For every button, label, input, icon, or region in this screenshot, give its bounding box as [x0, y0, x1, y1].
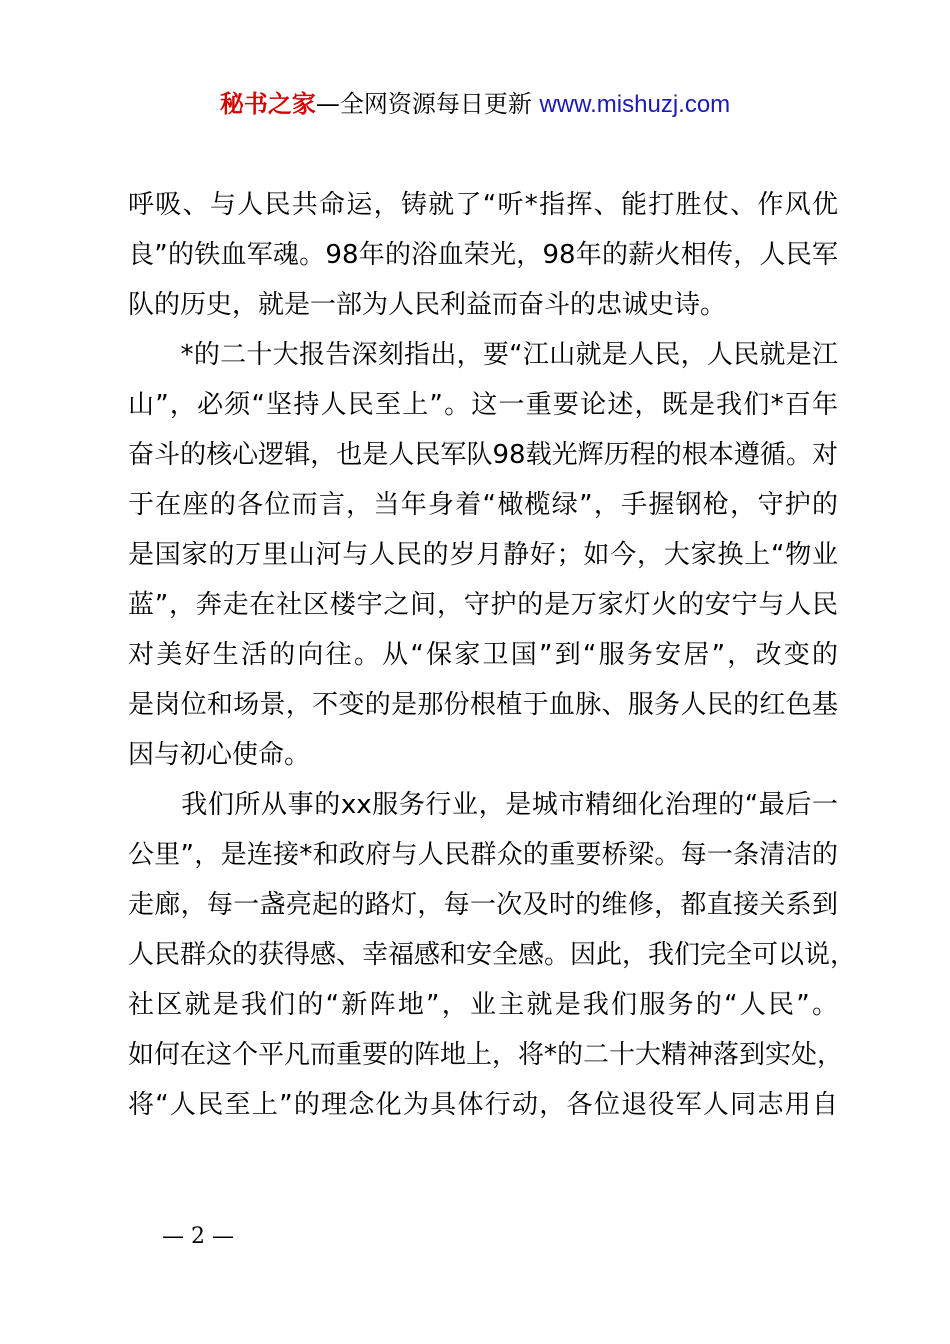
text-line: 人民群众的获得感、幸福感和安全感。因此，我们完全可以说，: [128, 940, 857, 970]
text-line: 山”，必须“坚持人民至上”。这一重要论述，既是我们*百年: [128, 390, 838, 420]
paragraph-3: [128, 780, 857, 1130]
document-body: [128, 180, 857, 1130]
text-line: 奋斗的核心逻辑，也是人民军队98载光辉历程的根本遵循。对: [128, 440, 838, 470]
text-line: 是国家的万里山河与人民的岁月静好；如今，大家换上“物业: [128, 540, 838, 570]
text-line: 良”的铁血军魂。98年的浴血荣光，98年的薪火相传，人民军: [128, 240, 838, 270]
text-line: 如何在这个平凡而重要的阵地上，将*的二十大精神落到实处，: [128, 1040, 844, 1070]
text-line: 呼吸、与人民共命运，铸就了“听*指挥、能打胜仗、作风优: [128, 190, 838, 220]
page-number: — 2 —: [162, 1224, 234, 1249]
text-line: 走廊，每一盏亮起的路灯，每一次及时的维修，都直接关系到: [128, 890, 838, 920]
text-line: *的二十大报告深刻指出，要“江山就是人民，人民就是江: [128, 340, 838, 370]
text-line: 社区就是我们的“新阵地”，业主就是我们服务的“人民”。: [128, 990, 838, 1020]
text-line: 将“人民至上”的理念化为具体行动，各位退役军人同志用自: [128, 1090, 838, 1120]
site-tagline: —全网资源每日更新: [315, 90, 540, 118]
text-line: 我们所从事的xx服务行业，是城市精细化治理的“最后一: [128, 790, 838, 820]
paragraph-1: [128, 180, 838, 330]
text-line: 对美好生活的向往。从“保家卫国”到“服务安居”，改变的: [128, 640, 838, 670]
text-line: 因与初心使命。: [128, 740, 311, 770]
paragraph-2: [128, 330, 838, 780]
text-line: 队的历史，就是一部为人民利益而奋斗的忠诚史诗。: [128, 290, 727, 320]
text-line: 蓝”，奔走在社区楼宇之间，守护的是万家灯火的安宁与人民: [128, 590, 838, 620]
page-header: [0, 86, 950, 123]
site-url[interactable]: www.mishuzj.com: [539, 91, 731, 118]
site-brand: 秘书之家: [219, 90, 316, 118]
text-line: 公里”，是连接*和政府与人民群众的重要桥梁。每一条清洁的: [128, 840, 838, 870]
text-line: 是岗位和场景，不变的是那份根植于血脉、服务人民的红色基: [128, 690, 838, 720]
text-line: 于在座的各位而言，当年身着“橄榄绿”，手握钢枪，守护的: [128, 490, 838, 520]
